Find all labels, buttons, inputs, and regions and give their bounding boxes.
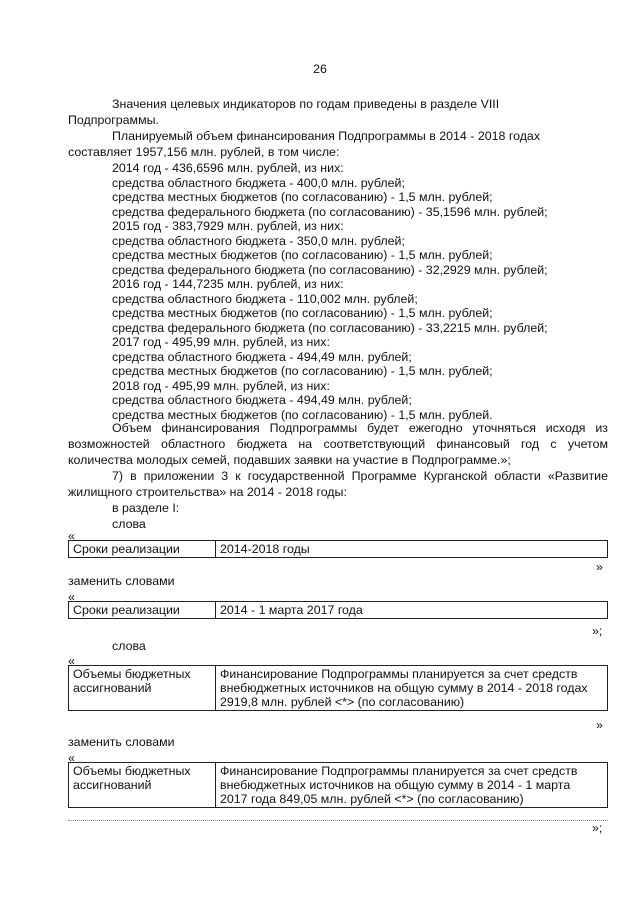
- open-quote: «: [68, 529, 75, 543]
- table-cell-value: Финансирование Подпрограммы планируется за счет средств внебюджетных источников на общую сумму в 2014 - 2018 годах 2919,8 млн. рублей <*> (по согласованию): [216, 666, 608, 711]
- divider: [68, 820, 608, 821]
- open-quote: «: [68, 590, 75, 604]
- replace-label: заменить словами: [68, 735, 175, 749]
- financing-item: 2014 год - 436,6596 млн. рублей, из них:: [112, 161, 344, 175]
- financing-item: средства областного бюджета - 110,002 млн. рублей;: [112, 291, 418, 306]
- annual-note-line: возможностей областного бюджета на соответствующий финансовый год с учетом: [68, 437, 608, 451]
- table-cell-label: Объемы бюджетных ассигнований: [69, 666, 216, 711]
- financing-item: средства местных бюджетов (по согласованию) - 1,5 млн. рублей.: [112, 407, 493, 422]
- close-quote: »: [596, 718, 603, 732]
- financing-item: 2016 год - 144,7235 млн. рублей, из них:: [112, 277, 344, 291]
- fragment-table-old-period: [68, 540, 608, 558]
- financing-item: средства областного бюджета - 494,49 млн. рублей;: [112, 393, 412, 407]
- financing-item: средства местных бюджетов (по согласованию) - 1,5 млн. рублей;: [112, 190, 493, 204]
- table-cell-label: Объемы бюджетных ассигнований: [69, 763, 216, 808]
- financing-line: Планируемый объем финансирования Подпрограммы в 2014 - 2018 годах: [112, 129, 541, 143]
- financing-item: средства местных бюджетов (по согласованию) - 1,5 млн. рублей;: [112, 364, 493, 378]
- financing-item: 2017 год - 495,99 млн. рублей, из них:: [112, 335, 330, 349]
- financing-item: средства областного бюджета - 350,0 млн. рублей;: [112, 233, 405, 248]
- fragment-table-new-period: [68, 601, 608, 619]
- item7-line: 7) в приложении 3 к государственной Программе Курганской области «Развитие: [112, 469, 608, 483]
- table-cell-value: Финансирование Подпрограммы планируется за счет средств внебюджетных источников на общую сумму в 2014 - 1 марта 2017 года 849,05 млн. рублей <*> (по согласованию): [216, 763, 608, 808]
- annual-note-line: количества молодых семей, подавших заявки на участие в Подпрограмме.»;: [68, 453, 511, 467]
- financing-item: средства федерального бюджета (по согласованию) - 32,2929 млн. рублей;: [112, 262, 548, 277]
- table-cell-label: Сроки реализации: [69, 602, 216, 619]
- table-cell-label: Сроки реализации: [69, 541, 216, 558]
- financing-item: средства местных бюджетов (по согласованию) - 1,5 млн. рублей;: [112, 306, 493, 320]
- financing-item: 2015 год - 383,7929 млн. рублей, из них:: [112, 219, 344, 233]
- section-label: в разделе I:: [112, 501, 180, 515]
- financing-item: средства областного бюджета - 400,0 млн. рублей;: [112, 175, 405, 190]
- close-quote: »: [596, 560, 603, 574]
- financing-item: средства федерального бюджета (по согласованию) - 33,2215 млн. рублей;: [112, 320, 548, 335]
- financing-item: средства местных бюджетов (по согласованию) - 1,5 млн. рублей;: [112, 248, 493, 262]
- intro-line: Подпрограммы.: [68, 113, 159, 127]
- item7-line: жилищного строительства» на 2014 - 2018 годы:: [68, 485, 347, 499]
- words-label: слова: [112, 517, 146, 531]
- open-quote: «: [68, 654, 75, 668]
- financing-item: средства федерального бюджета (по согласованию) - 35,1596 млн. рублей;: [112, 204, 548, 219]
- table-cell-value: 2014-2018 годы: [216, 541, 608, 558]
- fragment-table-old-budget: [68, 665, 608, 711]
- page-number: 26: [313, 62, 327, 76]
- close-quote: »;: [592, 821, 603, 835]
- fragment-table-new-budget: [68, 762, 608, 808]
- financing-line: составляет 1957,156 млн. рублей, в том числе:: [68, 145, 340, 159]
- replace-label: заменить словами: [68, 574, 175, 588]
- financing-item: 2018 год - 495,99 млн. рублей, из них:: [112, 378, 330, 393]
- open-quote: «: [68, 751, 75, 765]
- financing-item: средства областного бюджета - 494,49 млн. рублей;: [112, 349, 412, 364]
- annual-note-line: Объем финансирования Подпрограммы будет ежегодно уточняться исходя из: [112, 421, 608, 435]
- close-quote: »;: [592, 624, 603, 638]
- table-cell-value: 2014 - 1 марта 2017 года: [216, 602, 608, 619]
- intro-line: Значения целевых индикаторов по годам приведены в разделе VIII: [112, 97, 500, 111]
- words-label: слова: [112, 639, 146, 653]
